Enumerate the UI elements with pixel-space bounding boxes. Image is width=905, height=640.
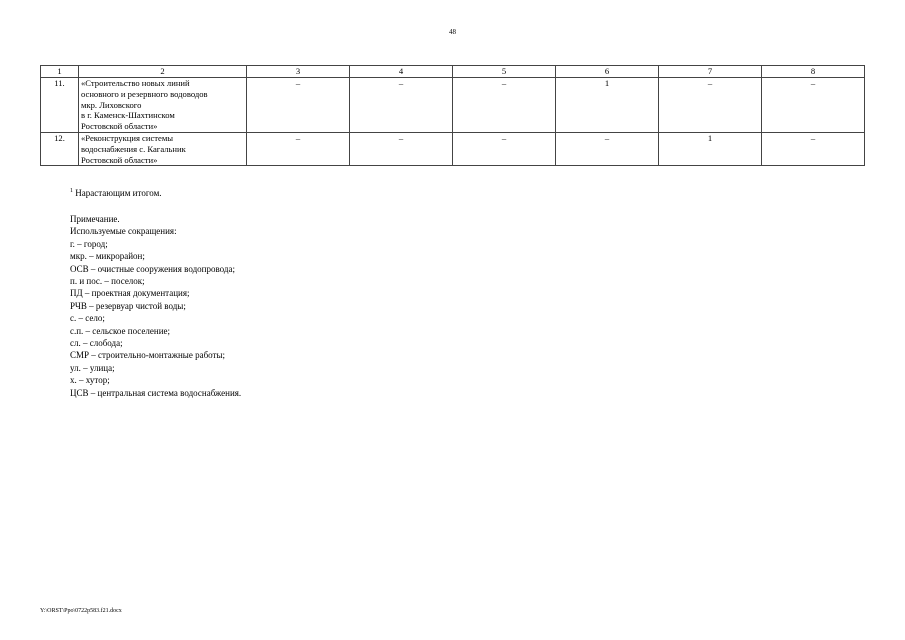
table-cell: – bbox=[350, 78, 453, 133]
abbreviation-item: мкр. – микрорайон; bbox=[70, 251, 145, 262]
row-number: 12. bbox=[41, 132, 79, 165]
table-cell: 1 bbox=[556, 78, 659, 133]
table-cell: – bbox=[453, 132, 556, 165]
table-cell: – bbox=[453, 78, 556, 133]
row-number: 11. bbox=[41, 78, 79, 133]
abbreviation-item: ул. – улица; bbox=[70, 362, 115, 373]
column-header: 8 bbox=[762, 66, 865, 78]
table-cell: 1 bbox=[659, 132, 762, 165]
column-header: 6 bbox=[556, 66, 659, 78]
column-header: 1 bbox=[41, 66, 79, 78]
abbreviation-item: п. и пос. – поселок; bbox=[70, 276, 145, 287]
table-cell: – bbox=[247, 132, 350, 165]
table-cell: – bbox=[247, 78, 350, 133]
project-name: «Строительство новых линий основного и резервного водоводов мкр. Лиховского в г. Каменск-Шахтинском Ростовской области» bbox=[79, 78, 247, 133]
footnote-mark: 1 bbox=[70, 188, 73, 194]
notes-intro: Используемые сокращения: bbox=[70, 226, 177, 237]
abbreviation-item: с. – село; bbox=[70, 313, 105, 324]
abbreviation-item: сл. – слобода; bbox=[70, 338, 123, 349]
table-cell: – bbox=[350, 132, 453, 165]
table-cell: – bbox=[659, 78, 762, 133]
abbreviation-item: ПД – проектная документация; bbox=[70, 288, 190, 299]
abbreviation-item: г. – город; bbox=[70, 238, 108, 249]
column-header: 7 bbox=[659, 66, 762, 78]
column-header: 4 bbox=[350, 66, 453, 78]
abbreviation-item: СМР – строительно-монтажные работы; bbox=[70, 350, 226, 361]
notes-section bbox=[70, 213, 241, 399]
abbreviation-item: с.п. – сельское поселение; bbox=[70, 325, 171, 336]
table-cell: – bbox=[556, 132, 659, 165]
table-cell: – bbox=[762, 78, 865, 133]
table-row bbox=[41, 132, 865, 165]
table-row bbox=[41, 78, 865, 133]
data-table bbox=[40, 65, 865, 166]
footnote bbox=[70, 188, 162, 198]
column-header: 3 bbox=[247, 66, 350, 78]
table-header-row bbox=[41, 66, 865, 78]
notes-title: Примечание. bbox=[70, 214, 120, 224]
column-header: 2 bbox=[79, 66, 247, 78]
abbreviation-item: РЧВ – резервуар чистой воды; bbox=[70, 300, 186, 311]
page-number: 48 bbox=[449, 28, 456, 36]
footnote-text: Нарастающим итогом. bbox=[73, 188, 162, 198]
column-header: 5 bbox=[453, 66, 556, 78]
abbreviation-item: ОСВ – очистные сооружения водопровода; bbox=[70, 263, 235, 274]
project-name: «Реконструкция системы водоснабжения с. Кагальник Ростовской области» bbox=[79, 132, 247, 165]
abbreviation-item: х. – хутор; bbox=[70, 375, 110, 386]
abbreviation-item: ЦСВ – центральная система водоснабжения. bbox=[70, 387, 242, 398]
file-path: Y:\ORST\Ppo\0722p583.f21.docx bbox=[40, 608, 122, 614]
table-cell: – bbox=[762, 132, 865, 165]
